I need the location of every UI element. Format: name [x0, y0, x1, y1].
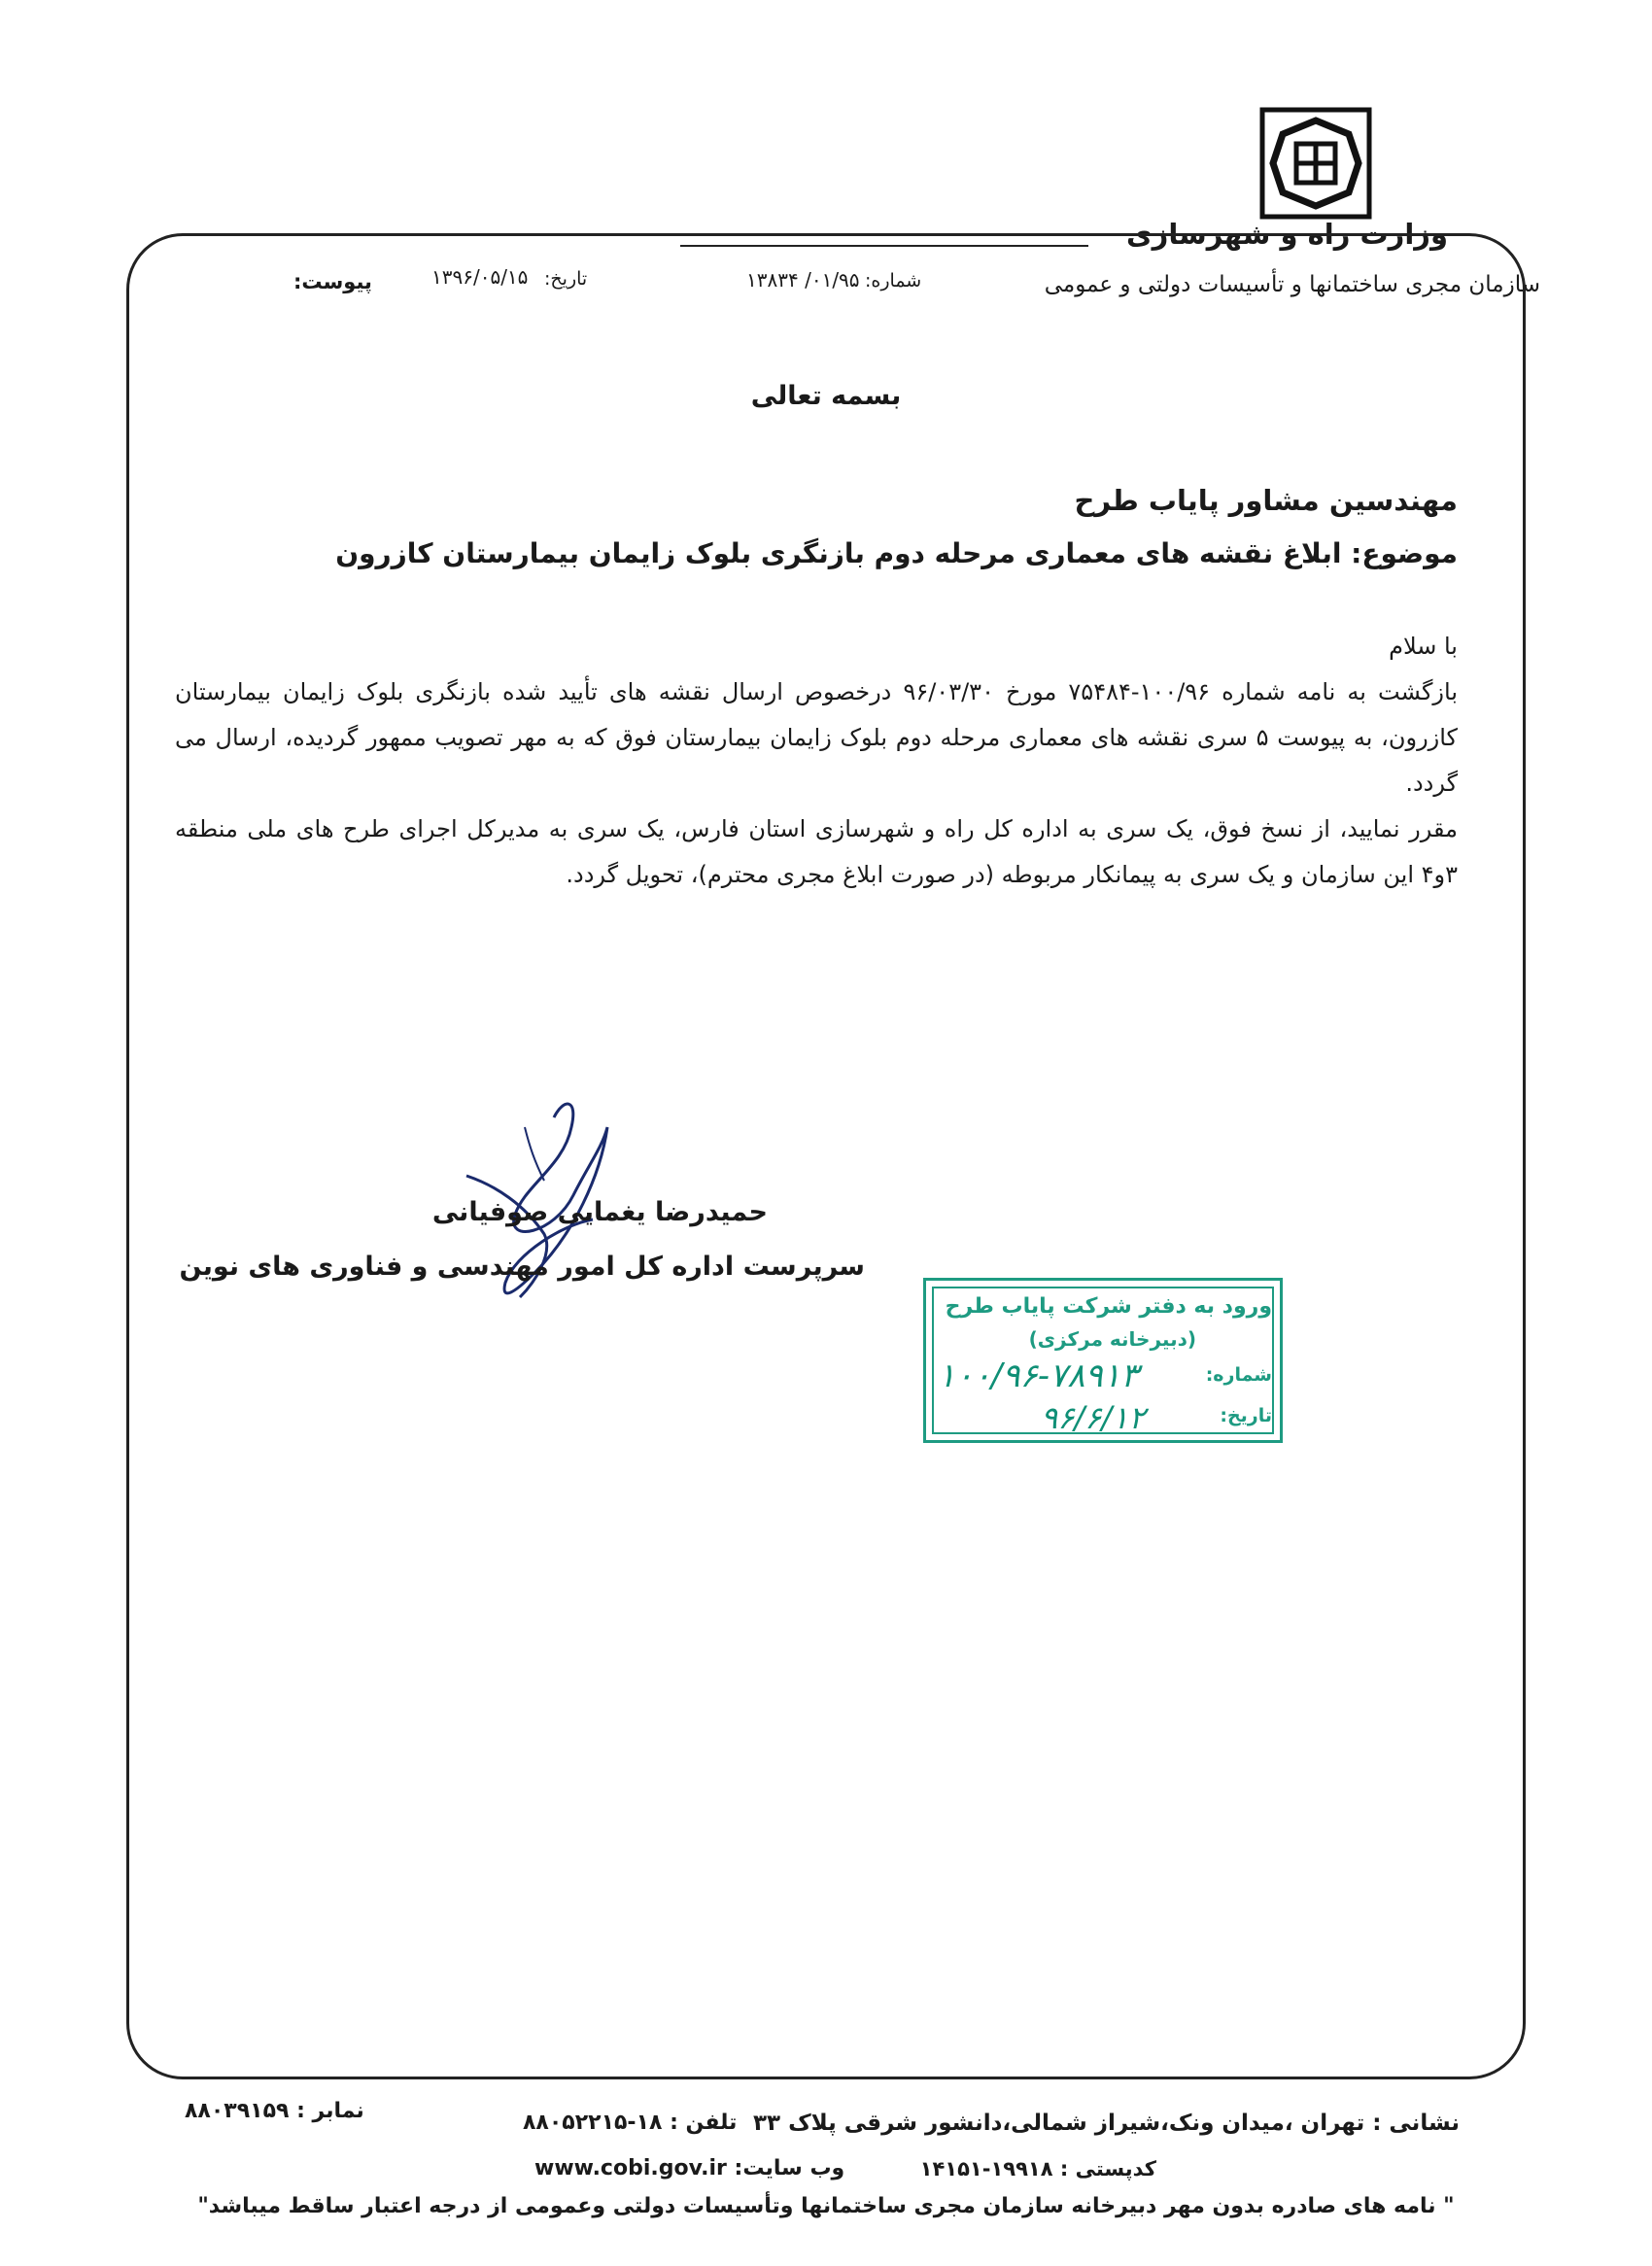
stamp-number-value: ۱۰۰/۹۶-۷۸۹۱۳ [938, 1356, 1139, 1395]
stamp-subtitle: (دبیرخانه مرکزی) [1028, 1327, 1196, 1351]
footer-website: وب سایت: www.cobi.gov.ir [534, 2156, 845, 2180]
signer-name: حمیدرضا یغمایی صوفیانی [431, 1197, 768, 1227]
footer-postal-code: کدپستی : ۱۹۹۱۸-۱۴۱۵۱ [919, 2157, 1156, 2180]
basmala-heading: بسمه تعالی [750, 381, 902, 411]
footer-phone: تلفن : ۱۸-۸۸۰۵۲۲۱۵ [523, 2111, 738, 2135]
footer-fax: نمابر : ۸۸۰۳۹۱۵۹ [185, 2099, 364, 2123]
attachment-label: پیوست: [293, 270, 372, 293]
stamp-date-value: ۹۶/۶/۱۲ [1041, 1399, 1146, 1436]
body-paragraph-1: بازگشت به نامه شماره ۱۰۰/۹۶-۷۵۴۸۴ مورخ ۹۶/۰۳/۳۰ درخصوص ارسال نقشه های تأیید شده بازنگری بلوک زایمان بیمارستان کازرون، به پیوست ۵ سری نقشه های معماری مرحله دوم بلوک زایمان بیمارستان فوق که به مهر تصویب ممهور گردیده، ارسال می گردد. [175, 678, 1458, 797]
stamp-title: ورود به دفتر شرکت پایاب طرح [945, 1294, 1272, 1319]
letter-date-value: ۱۳۹۶/۰۵/۱۵ [431, 265, 529, 289]
letter-body [175, 624, 1458, 898]
ministry-name: وزارت راه و شهرسازی [1126, 218, 1448, 251]
stamp-number-label: شماره: [1205, 1364, 1272, 1386]
body-paragraph-2: مقرر نمایید، از نسخ فوق، یک سری به اداره کل راه و شهرسازی استان فارس، یک سری به مدیرکل اجرای طرح های ملی منطقه ۳و۴ این سازمان و یک سری به پیمانکار مربوطه (در صورت ابلاغ مجری محترم)، تحویل گردد. [175, 815, 1458, 888]
stamp-date-label: تاریخ: [1220, 1405, 1272, 1426]
letter-number-value: ۰۱/۹۵/ ۱۳۸۳۴ [746, 268, 860, 292]
footer-address: نشانی : تهران ،میدان ونک،شیراز شمالی،دانشور شرقی پلاک ۳۳ [753, 2111, 1460, 2136]
signer-title: سرپرست اداره کل امور مهندسی و فناوری های نوین [179, 1252, 865, 1282]
footer-disclaimer: " نامه های صادره بدون مهر دبیرخانه سازمان مجری ساختمانها وتأسیسات دولتی وعمومی از درجه اعتبار ساقط میباشد" [197, 2194, 1455, 2218]
letter-date-label: تاریخ: [544, 268, 588, 290]
addressee: مهندسین مشاور پایاب طرح [1074, 484, 1458, 517]
received-stamp [923, 1278, 1283, 1443]
subject-line: موضوع: ابلاغ نقشه های معماری مرحله دوم بازنگری بلوک زایمان بیمارستان کازرون [335, 537, 1458, 569]
ministry-logo-icon [1259, 107, 1372, 220]
organization-name: سازمان مجری ساختمانها و تأسیسات دولتی و عمومی [1044, 272, 1540, 297]
greeting: با سلام [1389, 633, 1458, 660]
letter-number-label: شماره: [865, 270, 922, 292]
